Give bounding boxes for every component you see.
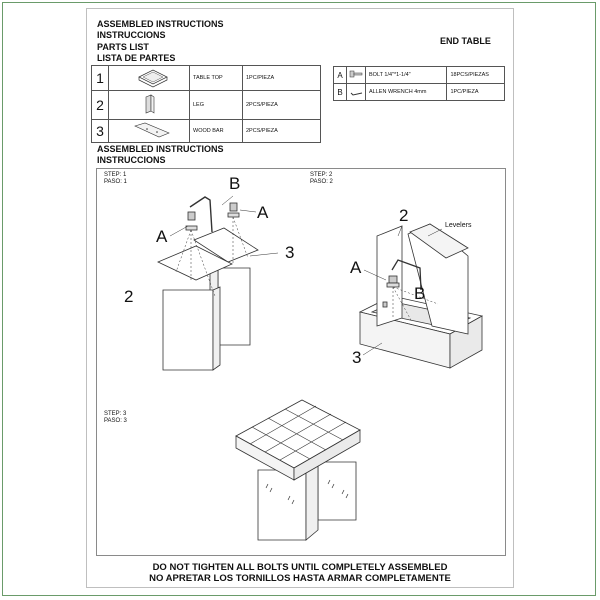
callout-b: B (414, 284, 426, 303)
hardware-letter: A (334, 67, 347, 84)
header-title: ASSEMBLED INSTRUCTIONS (97, 19, 224, 29)
assembly-title: ASSEMBLED INSTRUCTIONS (97, 144, 224, 154)
step-3-label: STEP: 3 (104, 411, 127, 417)
callout-3: 3 (352, 348, 362, 367)
callout-a: A (156, 227, 168, 246)
part-name: TABLE TOP (190, 66, 243, 91)
part-number: 2 (92, 91, 109, 120)
part-name: LEG (190, 91, 243, 120)
header-subtitle: INSTRUCCIONS (97, 30, 166, 40)
parts-list-heading-es: LISTA DE PARTES (97, 53, 176, 63)
callout-2: 2 (399, 206, 409, 225)
callout-a: A (257, 203, 269, 222)
part-number: 3 (92, 120, 109, 143)
part-qty: 1PC/PIEZA (243, 66, 321, 91)
callout-2: 2 (124, 287, 134, 306)
part-number: 1 (92, 66, 109, 91)
callout-3: 3 (285, 243, 295, 262)
hardware-qty: 18PCS/PIEZAS (447, 67, 505, 84)
hardware-qty: 1PC/PIEZA (447, 84, 505, 101)
step-3-label-es: PASO: 3 (104, 418, 127, 424)
callout-a: A (350, 258, 362, 277)
hardware-letter: B (334, 84, 347, 101)
step-2-label: STEP: 2 (310, 172, 333, 178)
step-1-label: STEP: 1 (104, 172, 127, 178)
step-1-label-es: PASO: 1 (104, 179, 127, 185)
callout-b: B (229, 174, 241, 193)
hardware-name: BOLT 1/4"*1-1/4" (366, 67, 447, 84)
warning-text: DO NOT TIGHTEN ALL BOLTS UNTIL COMPLETELY ASSEMBLED (152, 562, 448, 573)
step-2-label-es: PASO: 2 (310, 179, 333, 185)
levelers-label: Levelers (445, 222, 472, 229)
part-name: WOOD BAR (190, 120, 243, 143)
part-qty: 2PCS/PIEZA (243, 91, 321, 120)
hardware-name: ALLEN WRENCH 4mm (366, 84, 447, 101)
warning-text-es: NO APRETAR LOS TORNILLOS HASTA ARMAR COMPLETAMENTE (149, 573, 451, 584)
part-qty: 2PCS/PIEZA (243, 120, 321, 143)
product-name: END TABLE (440, 36, 491, 46)
assembly-subtitle: INSTRUCCIONS (97, 155, 166, 165)
parts-list-heading: PARTS LIST (97, 42, 149, 52)
